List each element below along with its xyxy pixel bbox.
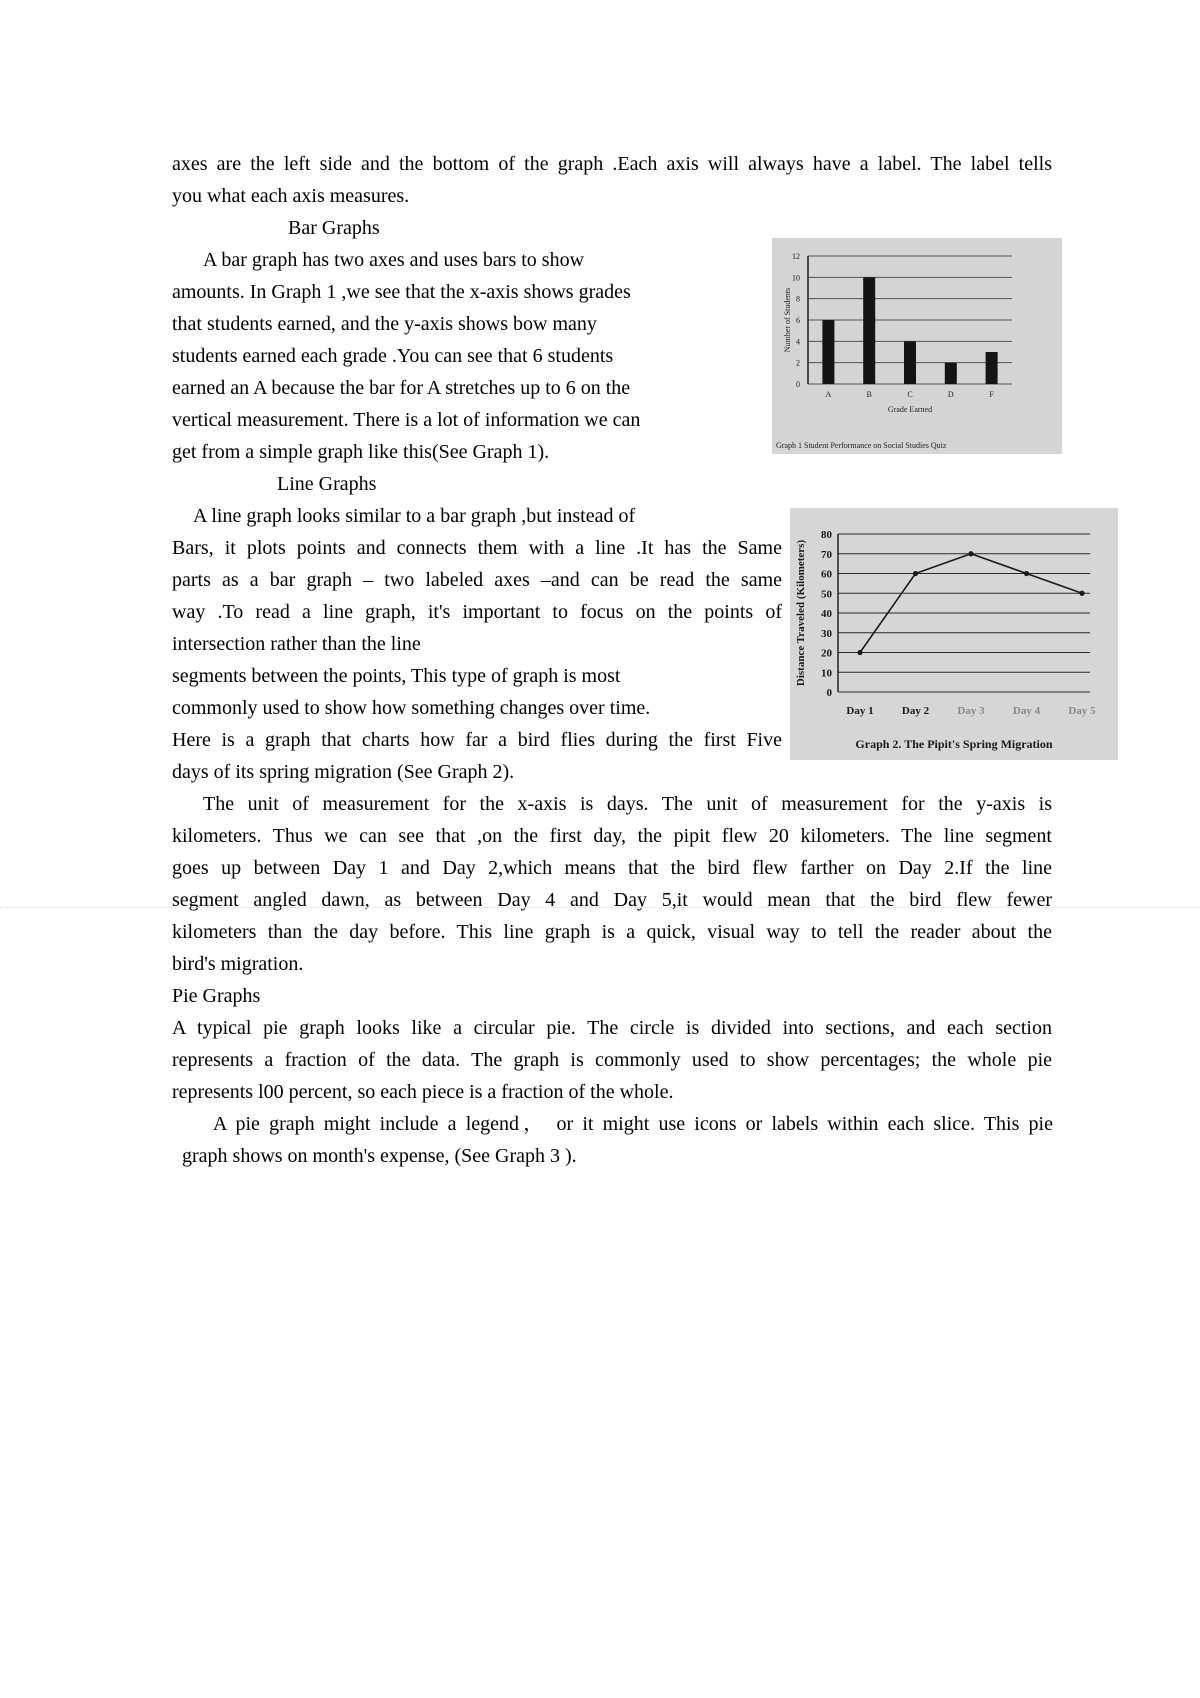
graph-1-y-label: Number of Students xyxy=(783,287,792,353)
graph-1-x-label: Grade Earned xyxy=(887,405,933,414)
graph-2-caption: Graph 2. The Pipit's Spring Migration xyxy=(855,737,1053,751)
line-line-6: segments between the points, This type of graph is most xyxy=(172,665,621,687)
after-line-4: segment angled dawn, as between Day 4 and Day 5,it would mean that the bird flew fewer xyxy=(172,889,1052,911)
line-line-4: way .To read a line graph, it's important to focus on the points of xyxy=(172,601,782,623)
graph-2-y-tick: 40 xyxy=(821,608,832,620)
graph-2-x-tick: Day 3 xyxy=(957,705,985,717)
after-line-1: The unit of measurement for the x-axis is days. The unit of measurement for the y-axis is xyxy=(203,793,1052,815)
graph-2-chart xyxy=(790,508,1118,760)
line-line-2: Bars, it plots points and connects them with a line .It has the Same xyxy=(172,537,782,559)
graph-1-bar xyxy=(863,277,875,384)
graph-2-y-tick: 60 xyxy=(821,568,832,581)
graph-1-y-tick: 8 xyxy=(796,294,800,304)
line-line-3: parts as a bar graph – two labeled axes –and can be read the same xyxy=(172,569,782,591)
after-line-3: goes up between Day 1 and Day 2,which means that the bird flew farther on Day 2.If the line xyxy=(172,857,1052,879)
line-line-8: Here is a graph that charts how far a bird flies during the first Five xyxy=(172,729,782,751)
bar-graphs-heading: Bar Graphs xyxy=(288,217,380,239)
graph-1-y-tick: 12 xyxy=(792,252,800,261)
pie-line-4: A pie graph might include a legend， or it might use icons or labels within each slice. This pie xyxy=(213,1113,1053,1135)
bar-line-3: that students earned, and the y-axis shows bow many xyxy=(172,313,597,335)
graph-1-y-tick: 10 xyxy=(792,273,800,283)
bar-line-1: A bar graph has two axes and uses bars to show xyxy=(203,249,585,271)
pie-line-5: graph shows on month's expense, (See Graph 3 ). xyxy=(182,1145,577,1167)
pie-graphs-heading: Pie Graphs xyxy=(172,985,261,1007)
intro-line-1: axes are the left side and the bottom of the graph .Each axis will always have a label. The label tells xyxy=(172,153,1052,175)
graph-1-bar xyxy=(904,341,916,384)
graph-2-point xyxy=(1024,571,1029,576)
graph-2-y-tick: 50 xyxy=(821,588,832,601)
graph-2-y-tick: 10 xyxy=(821,667,832,680)
graph-1-caption: Graph 1 Student Performance on Social Studies Quiz xyxy=(776,441,947,450)
graph-2-x-tick: Day 2 xyxy=(901,705,930,717)
graph-2-figure xyxy=(790,508,1118,760)
pie-line-1: A typical pie graph looks like a circular pie. The circle is divided into sections, and each section xyxy=(172,1017,1052,1039)
after-line-6: bird's migration. xyxy=(172,953,304,975)
graph-1-x-tick: C xyxy=(907,390,913,399)
graph-1-bar xyxy=(945,363,957,384)
pie-line-2: represents a fraction of the data. The graph is commonly used to show percentages; the whole pie xyxy=(172,1049,1052,1071)
graph-1-x-tick: A xyxy=(825,390,832,399)
graph-2-point xyxy=(857,650,862,655)
graph-1-x-tick: B xyxy=(866,390,872,399)
graph-2-y-tick: 0 xyxy=(826,687,832,699)
graph-1-x-tick: D xyxy=(947,390,954,399)
line-line-9: days of its spring migration (See Graph 2). xyxy=(172,761,515,783)
graph-2-y-tick: 80 xyxy=(821,529,832,541)
graph-1-figure xyxy=(772,238,1062,454)
graph-2-point xyxy=(968,551,973,556)
graph-1-y-tick: 0 xyxy=(796,380,800,389)
graph-2-x-tick: Day 1 xyxy=(846,705,874,717)
graph-1-background xyxy=(772,238,1062,454)
after-line-2: kilometers. Thus we can see that ,on the first day, the pipit flew 20 kilometers. The line segment xyxy=(172,825,1052,847)
line-line-1: A line graph looks similar to a bar graph ,but instead of xyxy=(193,505,636,527)
graph-2-background xyxy=(790,508,1118,760)
graph-2-point xyxy=(913,571,918,576)
line-graphs-heading: Line Graphs xyxy=(277,473,377,495)
bar-line-2: amounts. In Graph 1 ,we see that the x-axis shows grades xyxy=(172,281,631,303)
line-line-7: commonly used to show how something changes over time. xyxy=(172,697,651,719)
intro-line-2: you what each axis measures. xyxy=(172,185,410,207)
graph-1-y-tick: 6 xyxy=(796,316,800,325)
page-divider xyxy=(0,907,1200,908)
graph-1-bar xyxy=(822,320,834,384)
bar-line-7: get from a simple graph like this(See Graph 1). xyxy=(172,441,550,463)
after-line-5: kilometers than the day before. This line graph is a quick, visual way to tell the reader about the xyxy=(172,921,1052,943)
bar-line-5: earned an A because the bar for A stretches up to 6 on the xyxy=(172,377,631,399)
graph-1-bar xyxy=(986,352,998,384)
graph-1-y-tick: 2 xyxy=(796,358,800,368)
graph-2-point xyxy=(1079,591,1084,596)
pie-line-3: represents l00 percent, so each piece is a fraction of the whole. xyxy=(172,1081,674,1103)
graph-2-y-label: Distance Traveled (Kilometers) xyxy=(795,539,807,687)
graph-2-y-tick: 70 xyxy=(821,548,832,561)
graph-2-x-tick: Day 5 xyxy=(1068,705,1096,717)
graph-1-chart xyxy=(772,238,1062,454)
line-line-5: intersection rather than the line xyxy=(172,633,421,655)
graph-2-x-tick: Day 4 xyxy=(1012,705,1041,717)
graph-2-y-tick: 30 xyxy=(821,627,832,640)
graph-1-y-tick: 4 xyxy=(796,337,800,347)
graph-1-x-tick: F xyxy=(989,390,994,399)
bar-line-6: vertical measurement. There is a lot of information we can xyxy=(172,409,641,431)
bar-line-4: students earned each grade .You can see that 6 students xyxy=(172,345,614,367)
graph-2-y-tick: 20 xyxy=(821,647,832,660)
